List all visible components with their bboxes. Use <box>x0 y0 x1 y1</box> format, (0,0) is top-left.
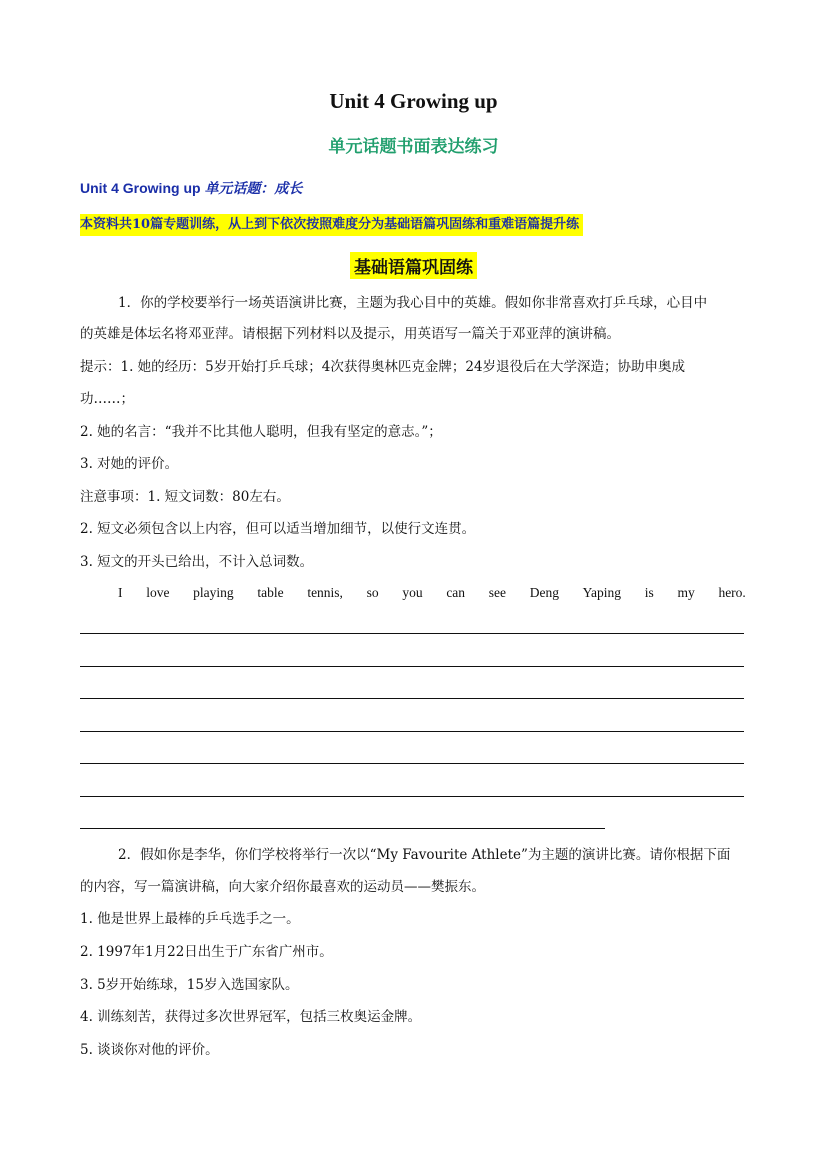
starter-word: is <box>644 585 654 600</box>
writing-line <box>80 796 744 797</box>
task2-paragraph-line2: 的内容，写一篇演讲稿，向大家介绍你最喜欢的运动员——樊振东。 <box>80 879 485 895</box>
task2-item5: 5. 谈谈你对他的评价。 <box>80 1042 219 1058</box>
intro-banner: 本资料共10篇专题训练，从上到下依次按照难度分为基础语篇巩固练和重难语篇提升练 <box>80 214 583 236</box>
page-subtitle: 单元话题书面表达练习 <box>328 137 499 157</box>
starter-word: you <box>402 585 423 600</box>
writing-line <box>80 731 744 732</box>
unit-topic-en: Unit 4 Growing up <box>80 180 205 196</box>
starter-word: so <box>366 585 379 600</box>
task1-hint-line2: 功……； <box>80 391 134 407</box>
unit-topic-cn: 单元话题：成长 <box>204 181 303 197</box>
starter-word: table <box>257 585 284 600</box>
task1-note3: 3. 短文的开头已给出，不计入总词数。 <box>80 554 314 570</box>
starter-word: hero. <box>718 585 746 600</box>
writing-line <box>80 698 744 699</box>
task1-note2: 2. 短文必须包含以上内容，但可以适当增加细节，以使行文连贯。 <box>80 521 476 537</box>
writing-line <box>80 633 744 634</box>
task1-hint-line1: 提示：1. 她的经历：5岁开始打乒乓球；4次获得奥林匹克金牌；24岁退役后在大学深造；协助申奥成 <box>80 359 686 375</box>
starter-word: I <box>118 585 123 600</box>
task2-item2: 2. 1997年1月22日出生于广东省广州市。 <box>80 944 333 960</box>
task1-paragraph-line2: 的英雄是体坛名将邓亚萍。请根据下列材料以及提示，用英语写一篇关于邓亚萍的演讲稿。 <box>80 326 620 342</box>
starter-word: tennis, <box>307 585 343 600</box>
writing-line <box>80 763 744 764</box>
section-heading-text: 基础语篇巩固练 <box>350 252 477 279</box>
task2-paragraph-line1: 2．假如你是李华，你们学校将举行一次以“My Favourite Athlete”为主题的演讲比赛。请你根据下面 <box>118 847 731 863</box>
starter-word: can <box>446 585 466 600</box>
section-heading <box>0 252 827 279</box>
unit-topic <box>80 178 302 198</box>
starter-word: see <box>488 585 506 600</box>
page-title: Unit 4 Growing up <box>329 89 498 113</box>
writing-line <box>80 666 744 667</box>
task1-starter-sentence <box>118 585 746 601</box>
starter-word: playing <box>193 585 234 600</box>
starter-word: Yaping <box>582 585 622 600</box>
starter-word: my <box>677 585 695 600</box>
task1-hint3: 3. 对她的评价。 <box>80 456 179 472</box>
starter-word: love <box>146 585 170 600</box>
task2-item1: 1. 他是世界上最棒的乒乓选手之一。 <box>80 911 300 927</box>
writing-line <box>80 828 605 829</box>
task1-note1: 注意事项：1. 短文词数：80左右。 <box>80 489 290 505</box>
task1-paragraph-line1: 1．你的学校要举行一场英语演讲比赛，主题为我心目中的英雄。假如你非常喜欢打乒乓球，心目中 <box>118 295 708 311</box>
starter-word: Deng <box>529 585 559 600</box>
task2-item3: 3. 5岁开始练球，15岁入选国家队。 <box>80 977 299 993</box>
task1-hint2: 2. 她的名言：“我并不比其他人聪明，但我有坚定的意志。”； <box>80 424 442 440</box>
task2-item4: 4. 训练刻苦，获得过多次世界冠军，包括三枚奥运金牌。 <box>80 1009 422 1025</box>
